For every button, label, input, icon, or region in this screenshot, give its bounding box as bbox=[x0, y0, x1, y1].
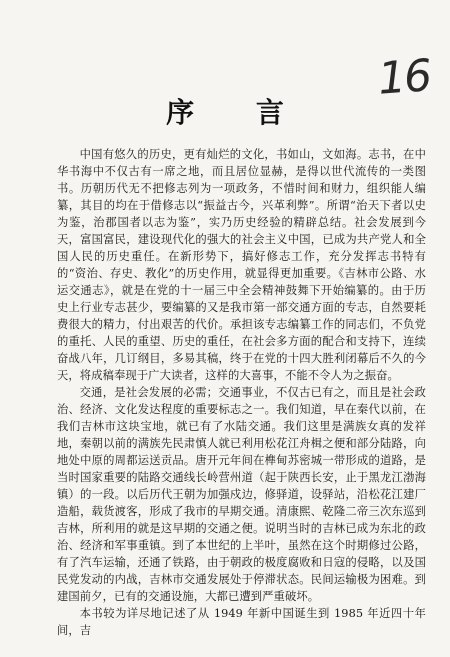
body-text bbox=[57, 146, 426, 639]
paragraph: 本书较为详尽地记述了从 1949 年新中国诞生到 1985 年近四十年间，吉 bbox=[57, 607, 426, 637]
paragraph: 交通，是社会发展的必需；交通事业，不仅古已有之，而且是社会政治、经济、文化发达程度的重要标志之一。我们知道，早在秦代以前，在我们吉林市这块宝地，就已有了水陆交通。我们这里是满族女真的发祥地，秦朝以前的满族先民肃慎人就已利用松花江舟楫之便和部分陆路，向地处中原的周都运送贡品。唐开元年间在榫甸苏密城一带形成的道路，是当时国家重要的陆路交通线长岭营州道（起于陕西长安，止于黑龙江渤海镇）的一段。以后历代王朝为加强戍边，修驿道，设驿站，沿松花江建厂造船，载货渡客，形成了我市的早期交通。清康熙、乾隆二帝三次东巡到吉林，所利用的就是这早期的交通之便。说明当时的吉林已成为东北的政治、经济和军事重镇。到了本世纪的上半叶，虽然在这个时期修过公路，有了汽车运输，还通了铁路，由于朝政的极度腐败和日寇的侵略，以及国民党发动的内战，吉林市交通发展处于停滞状态。民间运输极为困难。到建国前夕，已有的交通设施，大都已遭到严重破坏。 bbox=[57, 386, 426, 603]
page-title: 序 言 bbox=[166, 96, 310, 129]
paragraph: 中国有悠久的历史，更有灿烂的文化，书如山，文如海。志书，在中华书海中不仅古有一席之地，而且居位显赫，是得以世代流传的一类图书。历朝历代无不把修志列为一项政务，不惜时间和财力，组织能人编纂，其目的均在于借修志以“振益古今，兴革利弊”。所谓“治天下者以史为鉴，治郡国者以志为鉴”，实乃历史经验的精辟总结。社会发展到今天，富国富民，建设现代化的强大的社会主义中国，已成为共产党人和全国人民的历史重任。在新形势下，搞好修志工作，充分发挥志书特有的“资治、存史、教化”的历史作用，就显得更加重要。《吉林市公路、水运交通志》，就是在党的十一届三中全会精神鼓舞下开始编纂的。由于历史上行业专志甚少，要编纂的又是我市第一部交通方面的专志，自然要耗费很大的精力，付出艰苦的代价。承担该专志编纂工作的同志们，不负党的重托、人民的重望、历史的重任，在社会多方面的配合和支持下，连续奋战八年，几订纲目，多易其稿，终于在党的十四大胜利闭幕后不久的今天，将成稿奉现于广大读者，这样的大喜事，不能不令人为之振奋。 bbox=[57, 148, 426, 382]
handwritten-page-number: 16 bbox=[376, 50, 432, 105]
